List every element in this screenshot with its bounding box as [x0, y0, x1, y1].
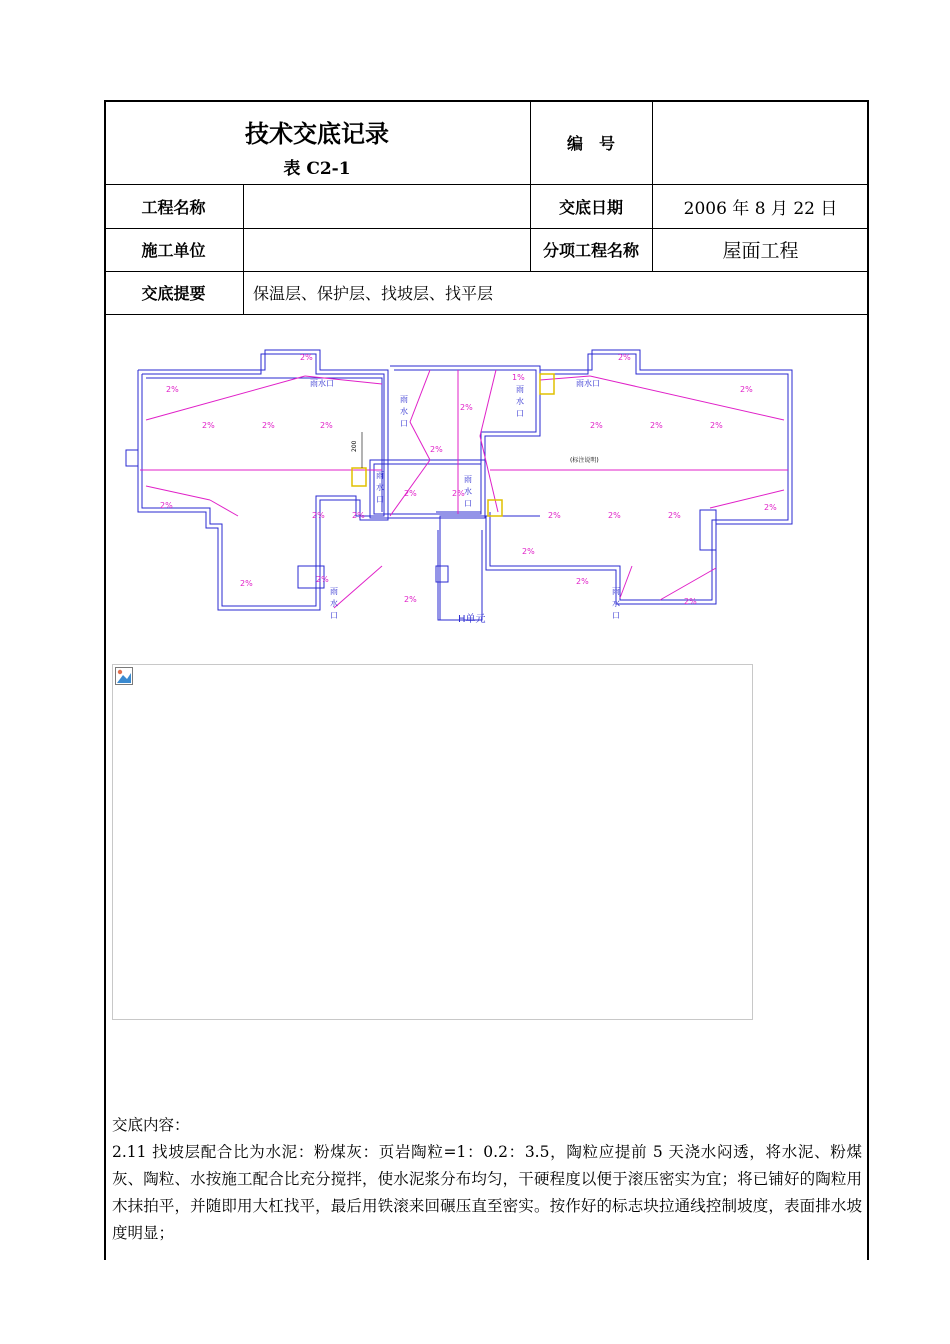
disclosure-content [112, 1112, 862, 1247]
summary-label: 交底提要 [141, 284, 206, 303]
roof-slope-plan [120, 340, 800, 630]
drawing-note: (标注说明) [570, 457, 599, 464]
drain-label: 口 [612, 611, 620, 620]
drain-label: 雨 [464, 475, 472, 484]
drain-label: 口 [330, 611, 338, 620]
drain-label: 水 [376, 483, 384, 492]
slope-mark: 2% [240, 579, 253, 588]
slope-mark: 2% [522, 547, 535, 556]
slope-mark: 2% [404, 489, 417, 498]
slope-mark: 2% [316, 575, 329, 584]
slope-mark: 2% [404, 595, 417, 604]
code-label: 编 号 [566, 133, 615, 153]
subproject-label: 分项工程名称 [542, 241, 639, 260]
content-paragraph: 2.11 找坡层配合比为水泥：粉煤灰：页岩陶粒=1：0.2：3.5，陶粒应提前 5 天浇水闷透，将水泥、粉煤灰、陶粒、水按施工配合比充分搅拌，使水泥浆分布均匀，干硬程度以便于滚压密实为宜；将已铺好的陶粒用木抹拍平，并随即用大杠找平，最后用铁滚来回碾压直至密实。按作好的标志块拉通线控制坡度，表面排水坡度明显； [112, 1143, 862, 1242]
slope-mark: 2% [590, 421, 603, 430]
slope-mark: 2% [668, 511, 681, 520]
drain-label: 雨水口 [576, 379, 600, 388]
drain-label: 雨 [612, 587, 620, 596]
slope-mark: 2% [202, 421, 215, 430]
drain-label: 雨 [516, 385, 524, 394]
drain-label: 口 [376, 495, 384, 504]
row-divider [104, 314, 869, 315]
contractor-value [243, 228, 530, 271]
drain-label: 雨 [400, 395, 408, 404]
summary-value: 保温层、保护层、找坡层、找平层 [253, 284, 494, 303]
unit-label: H单元 [458, 614, 486, 625]
drain-label: 口 [400, 419, 408, 428]
slope-mark: 2% [300, 353, 313, 362]
project-name-value [243, 184, 530, 228]
slope-mark: 2% [160, 501, 173, 510]
drain-label: 水 [612, 599, 620, 608]
slope-mark: 2% [684, 597, 697, 606]
slope-mark: 2% [608, 511, 621, 520]
drain-label: 口 [464, 499, 472, 508]
date-value: 2006 年 8 月 22 日 [683, 198, 838, 219]
slope-mark: 2% [650, 421, 663, 430]
date-label: 交底日期 [558, 197, 623, 217]
slope-mark: 2% [576, 577, 589, 586]
dimension-label: 200 [351, 440, 358, 452]
slope-mark: 2% [764, 503, 777, 512]
drain-label: 口 [516, 409, 524, 418]
slope-mark: 2% [452, 489, 465, 498]
slope-mark: 2% [740, 385, 753, 394]
slope-mark: 2% [312, 511, 325, 520]
slope-mark: 2% [352, 511, 365, 520]
drain-label: 雨 [376, 471, 384, 480]
slope-mark: 2% [710, 421, 723, 430]
slope-mark: 2% [460, 403, 473, 412]
content-heading: 交底内容： [112, 1116, 190, 1134]
slope-mark: 1% [512, 373, 525, 382]
drain-label: 水 [330, 599, 338, 608]
slope-mark: 2% [320, 421, 333, 430]
slope-mark: 2% [166, 385, 179, 394]
form-title: 技术交底记录 [245, 119, 389, 148]
broken-image-icon [115, 667, 133, 685]
drain-label: 水 [400, 407, 408, 416]
slope-mark: 2% [430, 445, 443, 454]
drain-label: 水 [464, 487, 472, 496]
code-value [652, 100, 869, 184]
project-name-label: 工程名称 [141, 197, 206, 217]
slope-mark: 2% [548, 511, 561, 520]
drain-label: 水 [516, 397, 524, 406]
image-placeholder [112, 664, 753, 1020]
slope-mark: 2% [618, 353, 631, 362]
drain-label: 雨 [330, 587, 338, 596]
drain-label: 雨水口 [310, 379, 334, 388]
contractor-label: 施工单位 [141, 241, 206, 260]
form-number: 表 C2-1 [283, 158, 351, 179]
slope-mark: 2% [262, 421, 275, 430]
subproject-value: 屋面工程 [722, 240, 799, 262]
